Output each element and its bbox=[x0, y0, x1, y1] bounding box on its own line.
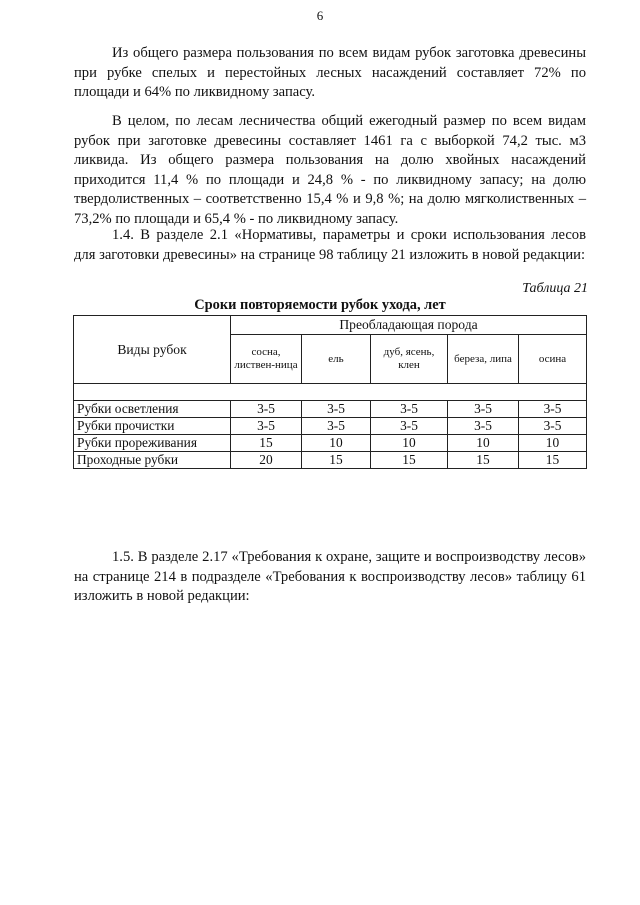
cell-value: 3-5 bbox=[231, 418, 302, 435]
table-spacer-row bbox=[74, 384, 587, 401]
table-title: Сроки повторяемости рубок ухода, лет bbox=[194, 297, 446, 313]
cell-value: 3-5 bbox=[448, 401, 519, 418]
cell-value: 3-5 bbox=[448, 418, 519, 435]
table-row bbox=[74, 452, 587, 469]
cell-value: 10 bbox=[448, 435, 519, 452]
row-label: Рубки прочистки bbox=[74, 418, 231, 435]
table-row bbox=[74, 401, 587, 418]
header-species: береза, липа bbox=[448, 335, 519, 384]
table-row bbox=[74, 435, 587, 452]
header-species: дуб, ясень, клен bbox=[371, 335, 448, 384]
cell-value: 15 bbox=[231, 435, 302, 452]
paragraph-section-1-4: 1.4. В разделе 2.1 «Нормативы, параметры и сроки использования лесов для заготовки древесины» на странице 98 таблицу 21 изложить в новой редакции: bbox=[74, 227, 586, 263]
cell-value: 3-5 bbox=[302, 401, 371, 418]
paragraph-section-1-5: 1.5. В разделе 2.17 «Требования к охране, защите и воспроизводству лесов» на странице 214 в подразделе «Требования к воспроизводству лесов» таблицу 61 изложить в новой редакции: bbox=[74, 549, 586, 605]
cell-value: 20 bbox=[231, 452, 302, 469]
paragraph-annual-volume: В целом, по лесам лесничества общий ежегодный размер по всем видам рубок при заготовке древесины составляет 1461 га с выборкой 74,2 тыс. м3 ликвида. Из общего размера пользования на долю хвойных насаждений приходится 11,4 % по площади и 24,8 % - по ликвидному запасу; на долю твердолиственных – соответственно 15,4 % и 9,8 %; на долю мягколиственных –73,2% по площади и 65,4 % - по ликвидному запасу. bbox=[74, 113, 586, 227]
cell-value: 10 bbox=[519, 435, 587, 452]
page-number: 6 bbox=[316, 8, 324, 23]
thinning-schedule-table bbox=[73, 315, 587, 469]
header-kind: Виды рубок bbox=[74, 316, 231, 384]
cell-value: 15 bbox=[371, 452, 448, 469]
paragraph-harvest-share: Из общего размера пользования по всем видам рубок заготовка древесины при рубке спелых и перестойных лесных насаждений составляет 72% по площади и 64% по ликвидному запасу. bbox=[74, 45, 586, 101]
header-species-group: Преобладающая порода bbox=[231, 316, 587, 335]
row-label: Рубки прореживания bbox=[74, 435, 231, 452]
header-species: осина bbox=[519, 335, 587, 384]
cell-value: 3-5 bbox=[519, 401, 587, 418]
table-number: Таблица 21 bbox=[522, 281, 588, 296]
cell-value: 15 bbox=[448, 452, 519, 469]
cell-value: 3-5 bbox=[371, 418, 448, 435]
cell-value: 3-5 bbox=[371, 401, 448, 418]
cell-value: 3-5 bbox=[519, 418, 587, 435]
header-species: ель bbox=[302, 335, 371, 384]
cell-value: 3-5 bbox=[302, 418, 371, 435]
table-row bbox=[74, 418, 587, 435]
cell-value: 10 bbox=[302, 435, 371, 452]
cell-value: 10 bbox=[371, 435, 448, 452]
row-label: Рубки осветления bbox=[74, 401, 231, 418]
cell-value: 15 bbox=[302, 452, 371, 469]
header-species: сосна, листвен-ница bbox=[231, 335, 302, 384]
cell-value: 15 bbox=[519, 452, 587, 469]
row-label: Проходные рубки bbox=[74, 452, 231, 469]
cell-value: 3-5 bbox=[231, 401, 302, 418]
